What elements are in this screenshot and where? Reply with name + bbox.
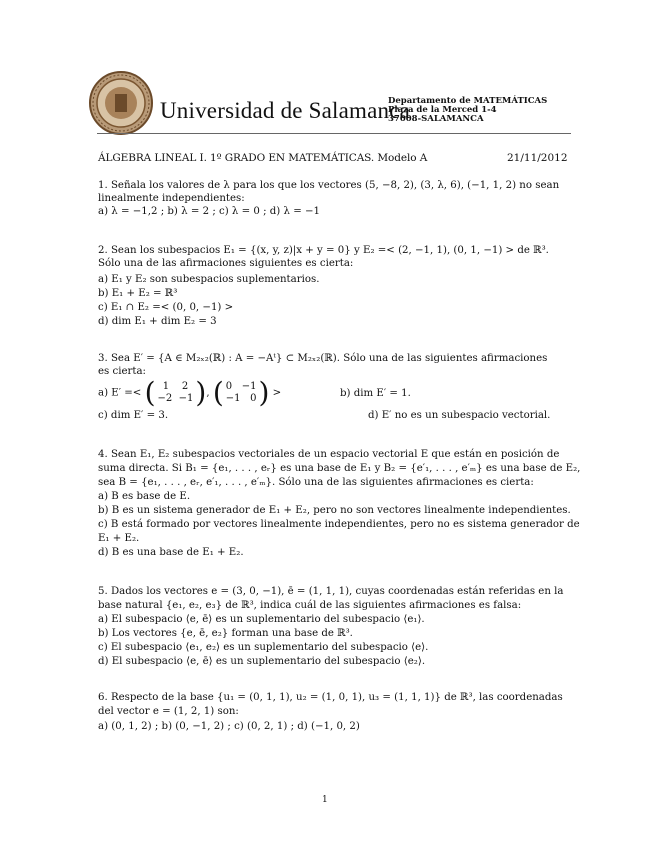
university-seal-logo bbox=[88, 70, 154, 136]
q3-option-a-prefix: a) E′ =< bbox=[98, 387, 142, 399]
exam-title: ÁLGEBRA LINEAL I. 1º GRADO EN MATEMÁTICAS. Modelo A bbox=[98, 152, 428, 164]
q3-option-a: a) E′ =< ( 1 2 −2 −1), ( 0 −1 −1 0) > bbox=[98, 376, 282, 409]
university-name: Universidad de Salamanca bbox=[160, 98, 411, 123]
q5-statement-line1: 5. Dados los vectores e = (3, 0, −1), ē = (1, 1, 1), cuyas coordenadas están referidas en la bbox=[98, 586, 564, 597]
q4-statement-line1: 4. Sean E₁, E₂ subespacios vectoriales de un espacio vectorial E que están en posición de bbox=[98, 449, 560, 460]
q2-statement-line2: Sólo una de las afirmaciones siguientes es cierta: bbox=[98, 258, 354, 269]
q5-option-c: c) El subespacio ⟨e₁, e₂⟩ es un suplementario del subespacio ⟨e⟩. bbox=[98, 642, 429, 653]
q1-statement-line2: linealmente independientes: bbox=[98, 193, 245, 204]
q4-statement-line3: sea B = {e₁, . . . , eᵣ, e′₁, . . . , e′ₘ}. Sólo una de las siguientes afirmaciones es cierta: bbox=[98, 477, 534, 488]
q5-option-d: d) El subespacio ⟨e, ē⟩ es un suplementario del subespacio ⟨e₂⟩. bbox=[98, 656, 426, 667]
q4-option-c-line2: E₁ + E₂. bbox=[98, 533, 140, 544]
q3-option-d: d) E′ no es un subespacio vectorial. bbox=[368, 410, 551, 421]
q3-statement-line1: 3. Sea E′ = {A ∈ M₂ₓ₂(ℝ) : A = −Aᵗ} ⊂ M₂ₓ₂(ℝ). Sólo una de las siguientes afirmaciones bbox=[98, 353, 548, 364]
q3-matrix-2: 0 −1 −1 0 bbox=[225, 380, 257, 404]
q3-matrix-1: 1 2 −2 −1 bbox=[157, 380, 194, 404]
q3-option-c: c) dim E′ = 3. bbox=[98, 410, 169, 421]
q4-option-b: b) B es un sistema generador de E₁ + E₂, pero no son vectores linealmente independientes. bbox=[98, 505, 571, 516]
q1-answers: a) λ = −1,2 ; b) λ = 2 ; c) λ = 0 ; d) λ = −1 bbox=[98, 206, 320, 217]
q4-option-c-line1: c) B está formado por vectores linealmente independientes, pero no es sistema generador de bbox=[98, 519, 580, 530]
dept-line-1: Departamento de MATEMÁTICAS bbox=[388, 96, 548, 106]
department-address bbox=[388, 97, 547, 124]
q3-option-b: b) dim E′ = 1. bbox=[340, 388, 411, 399]
q6-statement-line1: 6. Respecto de la base {u₁ = (0, 1, 1), u₂ = (1, 0, 1), u₃ = (1, 1, 1)} de ℝ³, las coordenadas bbox=[98, 692, 563, 703]
q4-option-d: d) B es una base de E₁ + E₂. bbox=[98, 547, 244, 558]
dept-line-2: Plaza de la Merced 1-4 bbox=[388, 105, 497, 115]
q4-statement-line2: suma directa. Si B₁ = {e₁, . . . , eᵣ} es una base de E₁ y B₂ = {e′₁, . . . , e′ₘ} es una base de E₂, bbox=[98, 463, 581, 474]
q6-answers: a) (0, 1, 2) ; b) (0, −1, 2) ; c) (0, 2, 1) ; d) (−1, 0, 2) bbox=[98, 721, 360, 732]
header-rule bbox=[97, 133, 571, 134]
q2-statement-line1: 2. Sean los subespacios E₁ = {(x, y, z)|x + y = 0} y E₂ =< (2, −1, 1), (0, 1, −1) > de ℝ³. bbox=[98, 245, 549, 256]
q6-statement-line2: del vector e = (1, 2, 1) son: bbox=[98, 706, 239, 717]
exam-date: 21/11/2012 bbox=[507, 152, 568, 164]
q2-option-c: c) E₁ ∩ E₂ =< (0, 0, −1) > bbox=[98, 302, 234, 313]
q4-option-a: a) B es base de E. bbox=[98, 491, 191, 502]
dept-line-3: 37008-SALAMANCA bbox=[388, 114, 484, 124]
q3-option-a-suffix: > bbox=[272, 387, 282, 399]
q3-statement-line2: es cierta: bbox=[98, 366, 146, 377]
q2-option-a: a) E₁ y E₂ son subespacios suplementarios. bbox=[98, 274, 320, 285]
q5-statement-line2: base natural {e₁, e₂, e₃} de ℝ³, indica cuál de las siguientes afirmaciones es falsa: bbox=[98, 600, 522, 611]
q2-option-b: b) E₁ + E₂ = ℝ³ bbox=[98, 288, 178, 299]
q5-option-b: b) Los vectores {e, ē, e₂} forman una base de ℝ³. bbox=[98, 628, 353, 639]
q2-option-d: d) dim E₁ + dim E₂ = 3 bbox=[98, 316, 217, 327]
q1-statement-line1: 1. Señala los valores de λ para los que los vectores (5, −8, 2), (3, λ, 6), (−1, 1, 2) no sean bbox=[98, 180, 560, 191]
q5-option-a: a) El subespacio ⟨e, ē⟩ es un suplementario del subespacio ⟨e₁⟩. bbox=[98, 614, 425, 625]
page-number: 1 bbox=[322, 795, 328, 805]
